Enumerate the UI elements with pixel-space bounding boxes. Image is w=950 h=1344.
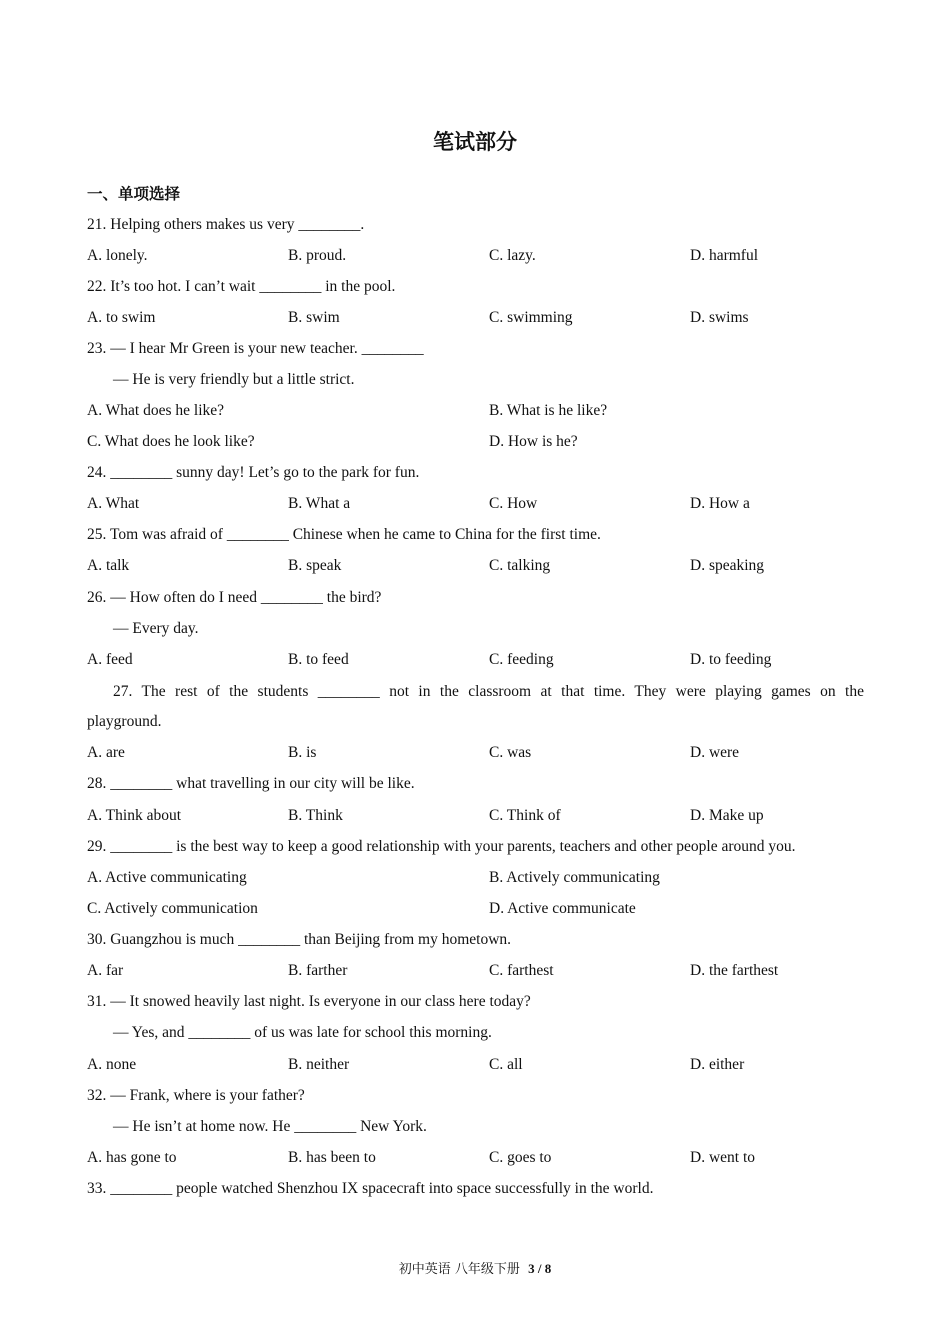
question-32-option-c: C. goes to [489,1149,552,1166]
question-32-stem: 32. — Frank, where is your father? [87,1087,305,1104]
question-26-option-d: D. to feeding [690,651,772,668]
question-31-stem: 31. — It snowed heavily last night. Is everyone in our class here today? [87,993,531,1010]
question-24-option-c: C. How [489,495,538,512]
question-29-option-d: D. Active communicate [489,900,636,917]
question-27-option-b: B. is [288,744,317,761]
question-25-option-a: A. talk [87,557,130,574]
question-25-option-b: B. speak [288,557,342,574]
question-30-option-b: B. farther [288,962,348,979]
question-22-option-c: C. swimming [489,309,573,326]
question-25-option-c: C. talking [489,557,551,574]
question-22-option-a: A. to swim [87,309,156,326]
section-title: 一、单项选择 [87,185,181,203]
question-24-option-b: B. What a [288,495,351,512]
question-23-option-b: B. What is he like? [489,402,608,419]
question-21-option-a: A. lonely. [87,247,148,264]
question-28-option-d: D. Make up [690,807,764,824]
question-24-stem: 24. ________ sunny day! Let’s go to the park for fun. [87,464,420,481]
question-28-option-b: B. Think [288,807,343,824]
question-24-option-d: D. How a [690,495,750,512]
question-32-option-a: A. has gone to [87,1149,177,1166]
question-31-reply: — Yes, and ________ of us was late for school this morning. [113,1024,492,1041]
question-28-option-a: A. Think about [87,807,181,824]
footer-subject: 初中英语 八年级下册 [398,1262,520,1277]
question-22-option-b: B. swim [288,309,340,326]
question-21-option-c: C. lazy. [489,247,536,264]
question-26-option-b: B. to feed [288,651,349,668]
page-footer [0,1258,950,1277]
question-29-option-a: A. Active communicating [87,869,247,886]
question-28-option-c: C. Think of [489,807,561,824]
question-24-option-a: A. What [87,495,140,512]
question-26-stem: 26. — How often do I need ________ the bird? [87,589,382,606]
question-31-option-c: C. all [489,1056,523,1073]
question-29-option-c: C. Actively communication [87,900,258,917]
question-22-option-d: D. swims [690,309,749,326]
question-27-option-d: D. were [690,744,740,761]
question-32-option-d: D. went to [690,1149,756,1166]
question-23-option-a: A. What does he like? [87,402,225,419]
footer-page-number: 3 [528,1261,535,1276]
question-21-stem: 21. Helping others makes us very ________. [87,216,365,233]
page-title: 笔试部分 [433,130,517,154]
question-30-option-d: D. the farthest [690,962,779,979]
question-22-stem: 22. It’s too hot. I can’t wait ________ in the pool. [87,278,396,295]
question-30-option-a: A. far [87,962,124,979]
question-29-stem: 29. ________ is the best way to keep a good relationship with your parents, teachers and other people around you. [87,838,796,855]
question-30-stem: 30. Guangzhou is much ________ than Beijing from my hometown. [87,931,512,948]
question-31-option-a: A. none [87,1056,137,1073]
question-28-stem: 28. ________ what travelling in our city will be like. [87,775,415,792]
question-21-option-d: D. harmful [690,247,759,264]
question-26-reply: — Every day. [113,620,199,637]
question-33-stem: 33. ________ people watched Shenzhou IX spacecraft into space successfully in the world. [87,1180,654,1197]
question-21-option-b: B. proud. [288,247,347,264]
question-27-stem: 27. The rest of the students ________ not in the classroom at that time. They were playing games on the [113,683,864,700]
question-27-option-c: C. was [489,744,532,761]
question-31-option-d: D. either [690,1056,745,1073]
question-32-option-b: B. has been to [288,1149,376,1166]
question-26-option-a: A. feed [87,651,133,668]
question-26-option-c: C. feeding [489,651,554,668]
footer-page-total: / 8 [534,1261,552,1276]
question-23-stem: 23. — I hear Mr Green is your new teacher. ________ [87,340,424,357]
question-30-option-c: C. farthest [489,962,554,979]
question-25-stem: 25. Tom was afraid of ________ Chinese when he came to China for the first time. [87,526,601,543]
question-23-reply: — He is very friendly but a little strict. [113,371,355,388]
question-32-reply: — He isn’t at home now. He ________ New York. [113,1118,427,1135]
question-25-option-d: D. speaking [690,557,765,574]
question-27-stem-continued: playground. [87,713,162,730]
question-23-option-c: C. What does he look like? [87,433,255,450]
question-31-option-b: B. neither [288,1056,350,1073]
question-23-option-d: D. How is he? [489,433,578,450]
question-27-option-a: A. are [87,744,125,761]
question-29-option-b: B. Actively communicating [489,869,660,886]
